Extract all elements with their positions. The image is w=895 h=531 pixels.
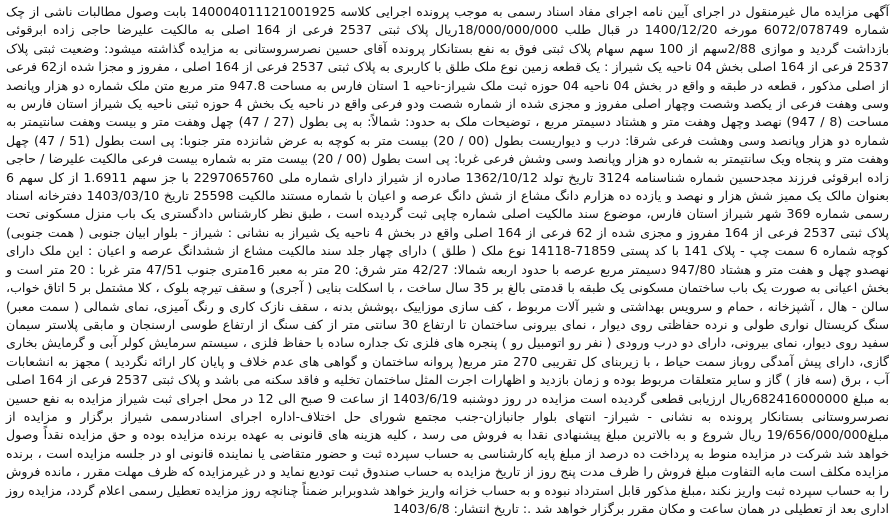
notice-body-text: آگهی مزایده مال غیرمنقول در اجرای آیین نامه اجرای مفاد اسناد رسمی به موجب پرونده اجرایی کلاسه 140004011121001925 بابت وصول مطالبات ناشی از چک شماره 6072/078749 مورخه 1400/12/20 در قبال طلب 18/000/000/000ریال پلاک ثبتی 2537 فرعی از 164 اصلی به مالکیت علیرضا حاجی زاده ابرقوئی بازداشت گردید و موازی 2/88سهم از 100 سهم سهام پلاک ثبتی فوق به نفع بستانکار پرونده آقای حسین نصرسروستانی به مزایده گذاشته میشود: وضعیت ثبتی پلاک 2537 فرعی از 164 اصلی بخش 04 ناحیه یک شیراز : یک قطعه زمین نوع ملک طلق با کاربری به پلاک ثبتی 2537 فرعی از 164 اصلی ، مفروز و مجزا شده از62 فرعی از اصلی مذکور ، قطعه در طبقه و واقع در بخش 04 ناحیه 04 حوزه ثبت ملک شیراز-ناحیه 1 استان فارس به مساحت 947.8 متر مربع متن ملک شماره دو هزار وپانصد وسی وهفت فرعی از یکصد وشصت وچهار اصلی مفروز و مجزی شده از شماره شصت ودو فرعی واقع در ناحیه یک بخش 4 حوزه ثبتی ناحیه یک شیراز استان فارس به مساحت (8 / 947) نهصد وچهل وهفت متر و هشتاد دسیمتر مربع ، توضیحات ملک به حدود: شمالاً: به پی بطول (27 / 47) چهل وهفت متر و بیست وهفت سانتیمتر به شماره دو هزار وپانصد وسی وهشت فرعی شرقا: درب و دیواریست بطول (00 / 20) بیست متر به کوچه به عرض شانزده متر جنوبا: پی است بطول (51 / 47) چهل وهفت متر و پنجاه ویک سانتیمتر به شماره دو هزار وپانصد وسی وشش فرعی غربا: پی است بطول (00 / 20) بیست متر به شماره بیست فرعی مالکیت علیرضا / حاجی زاده ابرقوئی فرزند مجدحسین شماره شناسنامه 3124 تاریخ تولد 1362/10/12 صادره از شیراز دارای شماره ملی 2297065760 با جز سهم 1.6911 از کل سهم 6 بعنوان مالک یک ممیز شش هزار و نهصد و یازده ده هزارم دانگ مشاع از شش دانگ عرصه و اعیان با شماره مستند مالکیت 25598 تاریخ 1403/03/10 دفترخانه اسناد رسمی شماره 369 شهر شیراز استان فارس، موضوع سند مالکیت اصلی شماره چاپی ثبت گردیده است ، طبق نظر کارشناس دادگستری یک باب منزل مسکونی تحت پلاک ثبتی 2537 فرعی از 164 مفروز و مجزی شده از 62 فرعی از 164 اصلی واقع در بخش 4 ناحیه یک شیراز به نشانی : شیراز - بلوار ابیان جنوبی ( همت جنوبی) کوچه شماره 6 سمت چپ - پلاک 141 با کد پستی 71859-14118 نوع ملک ( طلق ) دارای چهار جلد سند مالکیت مشاع از ششدانگ عرصه و اعیان : این ملک دارای نهصدو چهل و هفت متر و هشتاد 947/80 دسیمتر مربع عرصه با حدود اربعه شمالا: 42/27 متر شرق: 20 متر به معبر 16متری جنوب 47/51 متر غربا : 20 متر است و بخش اعیانی به صورت یک باب ساختمان مسکونی یک طبقه با قدمتی بالغ بر 35 سال ساخت ، با اسکلت بنایی ( آجری) و سقف تیرچه بلوک ، کلا مشتمل بر 5 اتاق خواب، سالن - هال ، آشپزخانه ، حمام و سرویس بهداشتی و شیر آلات مربوط ، کف سازی موزاییک ،پوشش بدنه ، سقف نازک کاری و رنگ آمیزی، نمای شمالی ( سمت معبر) سنگ کریستال نواری طولی و نرده حفاظتی روی دیوار ، نمای بیرونی ساختمان تا ارتفاع 30 سانتی متر از کف سنگ از ارتفاع طوسی ارسنجان و مابقی پلاستر سیمان سفید روی دیوار، نمای بیرونی، دارای دو درب ورودی ( نفر رو اتومبیل رو ) پنجره های فلزی تک جداره ساده با حفاظ فلزی ، سیستم سرمایش کولر آبی و گرمایش بخاری گازی، دارای پیش آمدگی روباز سمت حیاط ، با زیربنای کل تقریبی 270 متر مربع( پروانه ساختمان و گواهی های عدم خلاف و پایان کار ارائه نگردید ) مجهز به انشعابات آب ، برق (سه فاز ) گاز و سایر متعلقات مربوط بوده و زمان بازدید و اظهارات اجرت المثل ساختمان تخلیه و فاقد سکنه می باشد و پلاک ثبتی 2537 فرعی از 164 اصلی به مبلغ 682416000000ریال ارزیابی قطعی گردیده است مزایده در روز دوشنبه 1403/6/19 از ساعت 9 صبح الی 12 در محل اجرای ثبت شیراز مزایده به نفع حسین نصرسروستانی بستانکار پرونده به نشانی - شیراز- انتهای بلوار جانبازان-جنب مجتمع شورای حل اختلاف-اداره اجرای اسنادرسمی شیراز برگزار و مزایده از مبلغ19/656/000/000 ریال شروع و به بالاترین مبلغ پیشنهادی نقدا به فروش می رسد ، کلیه هزینه های قانونی به عهده برنده مزایده بوده و حق مزایده نقداً وصول خواهد شد شرکت در مزایده منوط به پرداخت ده درصد از مبلغ پایه کارشناسی به حساب سپرده ثبت و حضور متقاضی یا نماینده قانونی او در جلسه مزایده است ، برنده مزایده مکلف است مابه التفاوت مبلغ فروش را ظرف مدت پنج روز از تاریخ مزایده به حساب صندوق ثبت تودیع نماید و در غیرمزایده که ظرف مهلت مقرر ، مانده فروش را به حساب سپرده ثبت واریز نکند ،مبلغ مذکور قابل استرداد نبوده و به حساب خزانه واریز خواهد شدوبرابر ضمناً چنانچه روز مزایده تعطیل رسمی اعلام گردد، مزایده روز اداری بعد از تعطیلی در همان ساعت و مکان مقرر برگزار خواهد شد .: تاریخ انتشار: 1403/6/8 (6, 4, 890, 516)
